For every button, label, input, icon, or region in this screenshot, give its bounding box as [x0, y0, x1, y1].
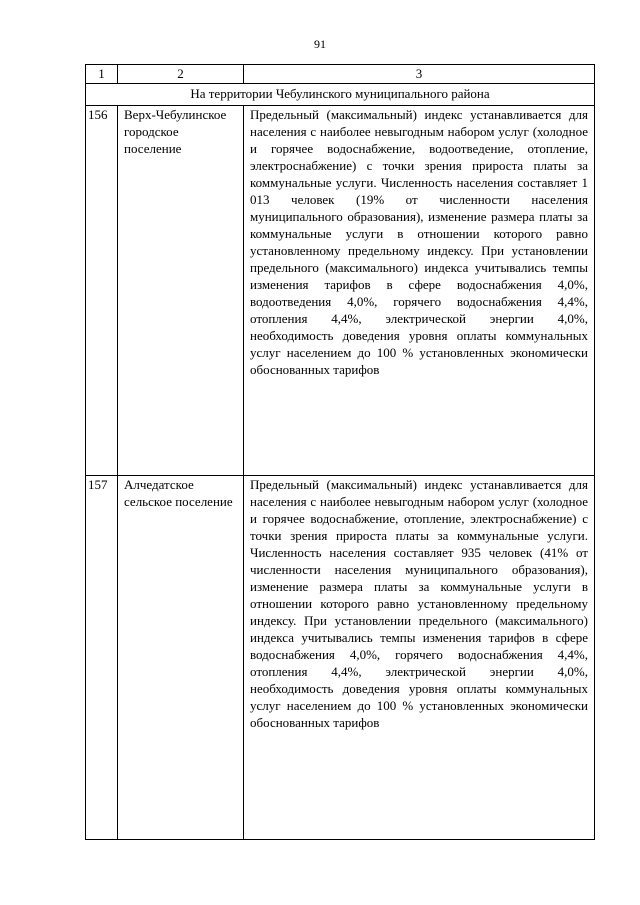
page-number: 91	[314, 37, 326, 51]
column-header-1: 1	[86, 65, 118, 84]
column-header-2: 2	[118, 65, 244, 84]
row-number: 156	[86, 106, 118, 476]
column-header-3: 3	[244, 65, 595, 84]
section-row	[86, 84, 595, 106]
table-row	[86, 106, 595, 476]
row-number: 157	[86, 476, 118, 840]
table-header-row	[86, 65, 595, 84]
section-title: На территории Чебулинского муниципального района	[86, 84, 595, 106]
settlement-name: Алчедатское сельское поселение	[118, 476, 244, 840]
settlement-name: Верх-Чебулинское городское поселение	[118, 106, 244, 476]
row-description: Предельный (максимальный) индекс устанавливается для населения с наиболее невыгодным набором услуг (холодное и горячее водоснабжение, водоотведение, отопление, электроснабжение) с точки зрения прироста платы за коммунальные услуги. Численность населения составляет 1 013 человек (19% от численности населения муниципального образования), изменение размера платы за коммунальные услуги в отношении которого равно установленному предельному индексу. При установлении предельного (максимального) индекса учитывались темпы изменения тарифов в сфере водоснабжения 4,0%, водоотведения 4,0%, горячего водоснабжения 4,4%, отопления 4,4%, электрической энергии 4,0%, необходимость доведения уровня оплаты коммунальных услуг населением до 100 % установленных экономически обоснованных тарифов	[244, 106, 595, 476]
row-description: Предельный (максимальный) индекс устанавливается для населения с наиболее невыгодным набором услуг (холодное и горячее водоснабжение, отопление, электроснабжение) с точки зрения прироста платы за коммунальные услуги. Численность населения составляет 935 человек (41% от численности населения муниципального образования), изменение размера платы за коммунальные услуги в отношении которого равно установленному предельному индексу. При установлении предельного (максимального) индекса учитывались темпы изменения тарифов в сфере водоснабжения 4,0%, горячего водоснабжения 4,4%, отопления 4,4%, электрической энергии 4,0%, необходимость доведения уровня оплаты коммунальных услуг населением до 100 % установленных экономически обоснованных тарифов	[244, 476, 595, 840]
tariff-index-table	[85, 64, 595, 840]
table-row	[86, 476, 595, 840]
